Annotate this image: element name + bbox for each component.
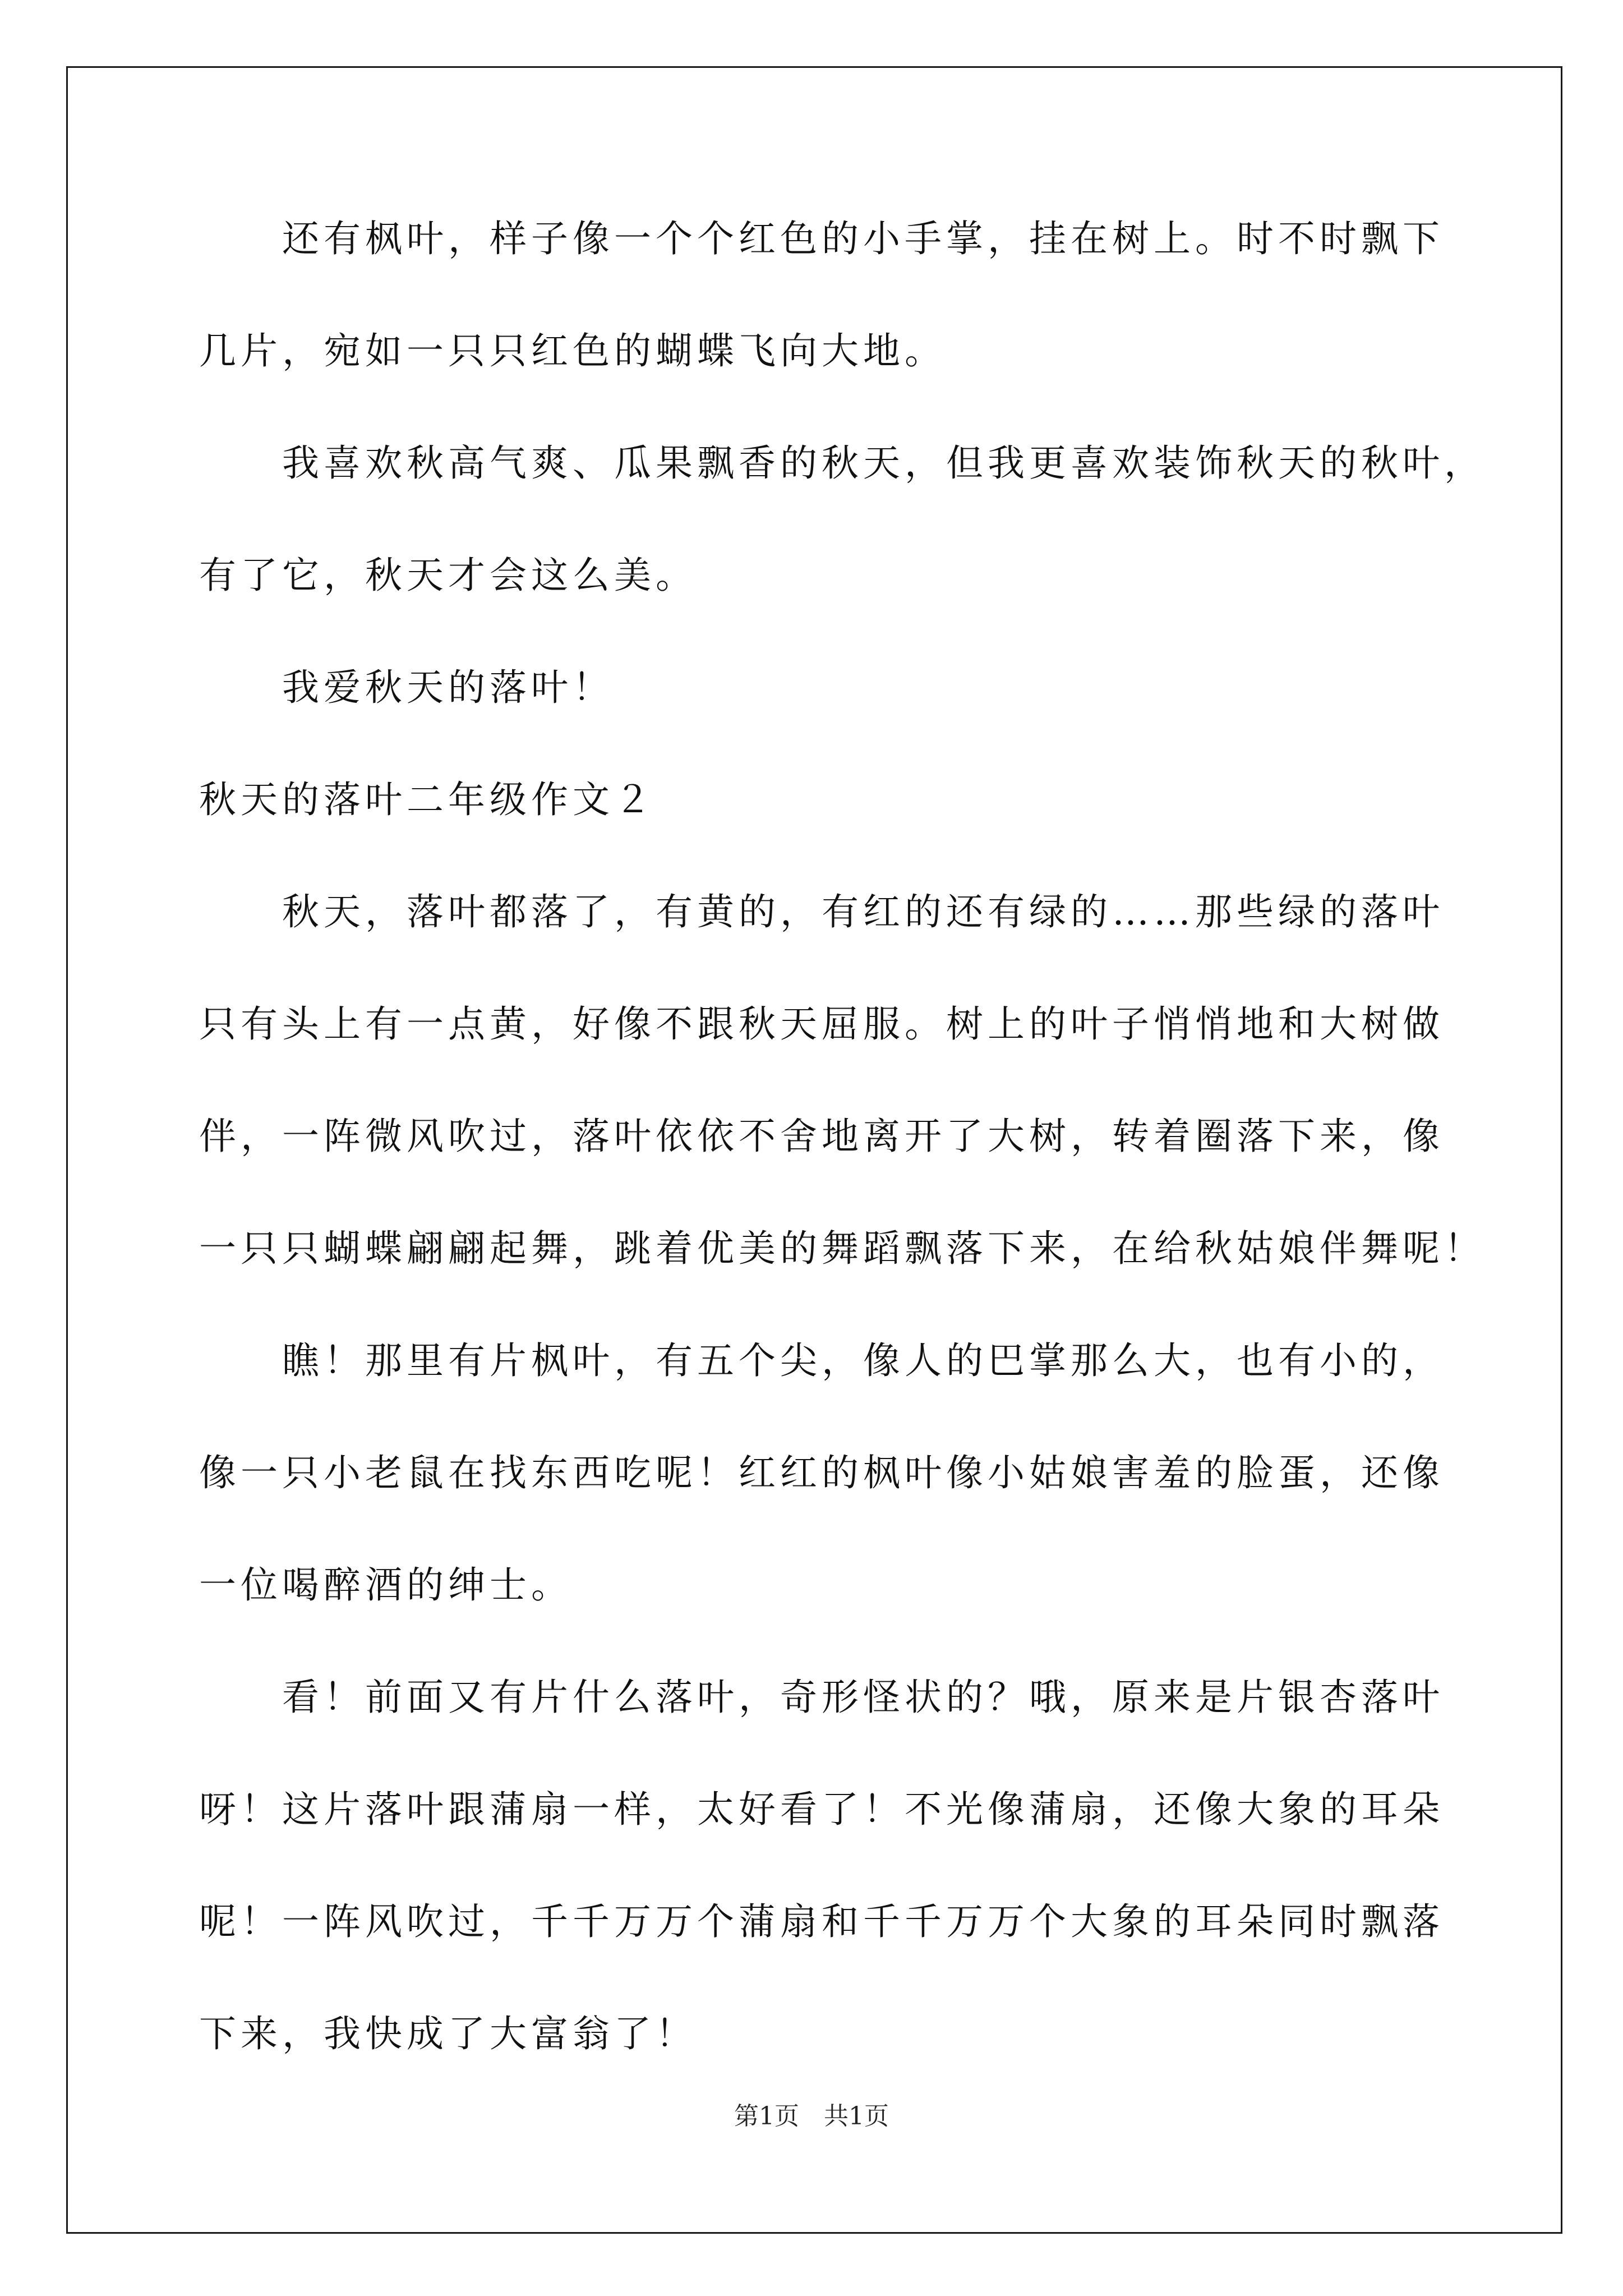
paragraph-line: 我喜欢秋高气爽、瓜果飘香的秋天，但我更喜欢装饰秋天的秋叶，	[282, 441, 1486, 485]
paragraph-line: 伴，一阵微风吹过，落叶依依不舍地离开了大树，转着圈落下来，像	[199, 1115, 1444, 1158]
paragraph-line: 下来，我快成了大富翁了！	[199, 2012, 697, 2055]
paragraph-line: 一只只蝴蝶翩翩起舞，跳着优美的舞蹈飘落下来，在给秋姑娘伴舞呢！	[199, 1227, 1486, 1270]
paragraph-line: 有了它，秋天才会这么美。	[199, 554, 697, 597]
paragraph-line: 呀！这片落叶跟蒲扇一样，太好看了！不光像蒲扇，还像大象的耳朵	[199, 1788, 1444, 1831]
paragraph-line: 一位喝醉酒的绅士。	[199, 1563, 573, 1607]
paragraph-line: 看！前面又有片什么落叶，奇形怪状的？哦，原来是片银杏落叶	[282, 1676, 1444, 1719]
paragraph-line: 只有头上有一点黄，好像不跟秋天屈服。树上的叶子悄悄地和大树做	[199, 1002, 1444, 1046]
paragraph-line: 呢！一阵风吹过，千千万万个蒲扇和千千万万个大象的耳朵同时飘落	[199, 1900, 1444, 1943]
paragraph-line: 我爱秋天的落叶！	[282, 666, 614, 709]
essay-title: 秋天的落叶二年级作文２	[199, 778, 656, 821]
paragraph-line: 像一只小老鼠在找东西吃呢！红红的枫叶像小姑娘害羞的脸蛋，还像	[199, 1451, 1444, 1494]
document-body	[199, 217, 1486, 2055]
paragraph-line: 几片，宛如一只只红色的蝴蝶飞向大地。	[199, 329, 946, 372]
paragraph-line: 瞧！那里有片枫叶，有五个尖，像人的巴掌那么大，也有小的，	[282, 1339, 1444, 1382]
paragraph-line: 秋天，落叶都落了，有黄的，有红的还有绿的……那些绿的落叶	[282, 890, 1444, 933]
paragraph-line: 还有枫叶，样子像一个个红色的小手掌，挂在树上。时不时飘下	[282, 217, 1444, 260]
page-footer: 第1页 共1页	[734, 2102, 889, 2131]
